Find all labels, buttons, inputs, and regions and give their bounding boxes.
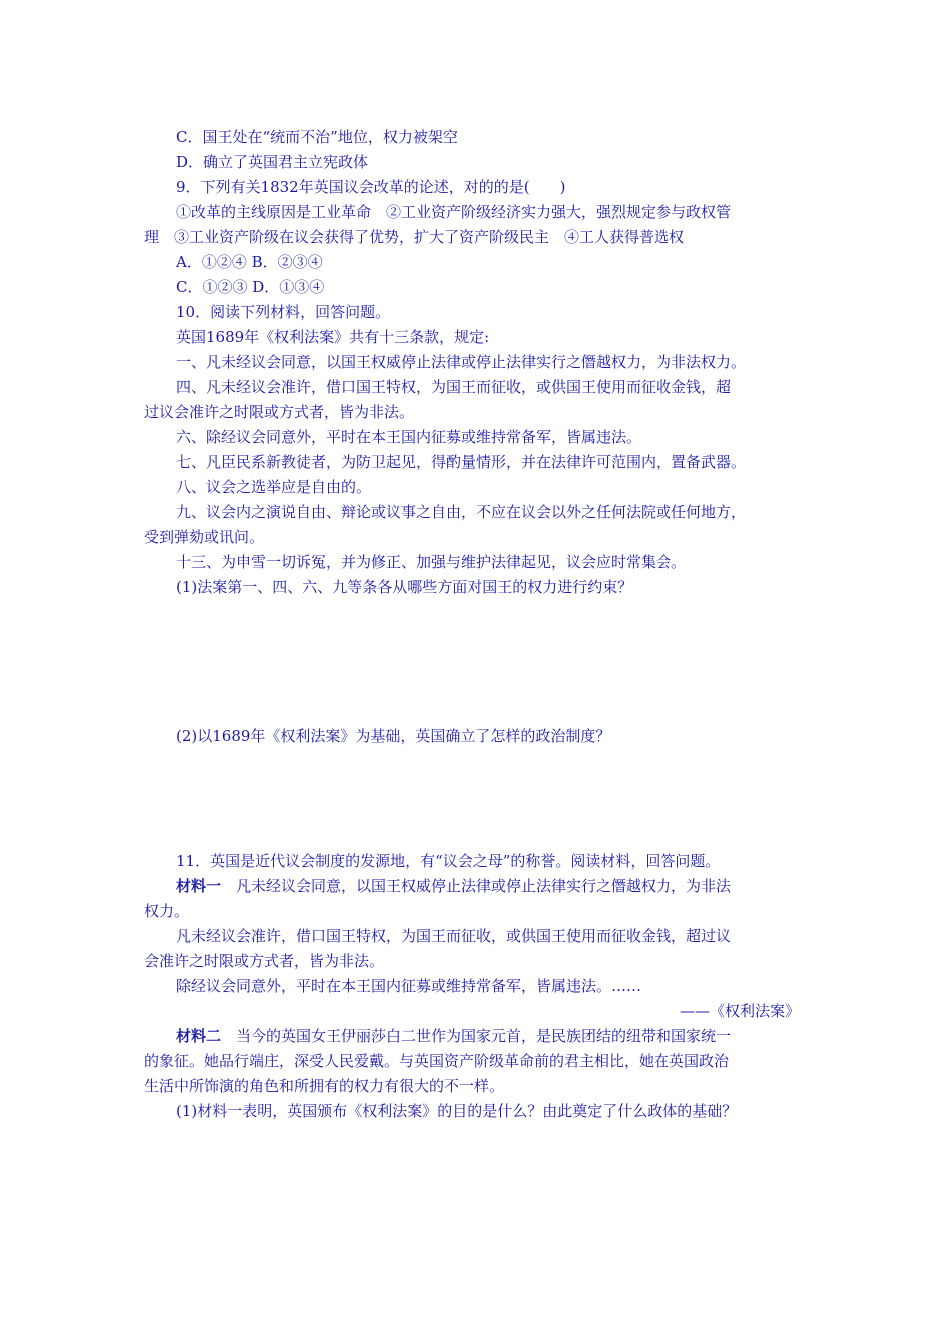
q10-clause-8: 八、议会之选举应是自由的。 — [176, 478, 372, 496]
q11-material-1-para: 除经议会同意外，平时在本王国内征募或维持常备军，皆属违法。…… — [176, 977, 642, 995]
q11-material-1-source: ——《权利法案》 — [679, 1002, 800, 1020]
q11-material-2-cont: 生活中所饰演的角色和所拥有的权力有很大的不一样。 — [144, 1077, 505, 1095]
q10-sub-question-2: (2)以1689年《权利法案》为基础，英国确立了怎样的政治制度？ — [176, 727, 611, 745]
q10-clause-13: 十三、为申雪一切诉冤，并为修正、加强与维护法律起见，议会应时常集会。 — [176, 553, 687, 571]
q10-clause-4-cont: 过议会准许之时限或方式者，皆为非法。 — [144, 403, 415, 421]
q10-clause-6: 六、除经议会同意外，平时在本王国内征募或维持常备军，皆属违法。 — [176, 428, 642, 446]
q11-material-1-cont: 权力。 — [144, 902, 190, 920]
q9-stem: 9．下列有关1832年英国议会改革的论述，对的的是( ) — [176, 178, 566, 196]
q10-clause-9-cont: 受到弹劾或讯问。 — [144, 528, 265, 546]
q10-intro: 英国1689年《权利法案》共有十三条款，规定: — [176, 328, 490, 346]
q11-material-2-cont: 的象征。她品行端庄，深受人民爱戴。与英国资产阶级革命前的君主相比，她在英国政治 — [144, 1052, 730, 1070]
q10-clause-7: 七、凡臣民系新教徒者，为防卫起见，得酌量情形，并在法律许可范围内，置备武器。 — [176, 453, 747, 471]
q10-clause-9: 九、议会内之演说自由、辩论或议事之自由，不应在议会以外之任何法院或任何地方， — [176, 503, 747, 521]
q10-clause-4: 四、凡未经议会准许，借口国王特权，为国王而征收，或供国王使用而征收金钱，超 — [176, 378, 732, 396]
q11-sub-question-1: (1)材料一表明，英国颁布《权利法案》的目的是什么？由此奠定了什么政体的基础？ — [176, 1102, 738, 1120]
q10-clause-1: 一、凡未经议会同意，以国王权威停止法律或停止法律实行之僭越权力，为非法权力。 — [176, 353, 747, 371]
material-2-text: 当今的英国女王伊丽莎白二世作为国家元首，是民族团结的纽带和国家统一 — [221, 1027, 732, 1045]
q11-material-1-para-cont: 会准许之时限或方式者，皆为非法。 — [144, 952, 385, 970]
q11-stem: 11．英国是近代议会制度的发源地，有“议会之母”的称誉。阅读材料，回答问题。 — [176, 852, 721, 870]
q8-option-d: D．确立了英国君主立宪政体 — [176, 153, 369, 171]
q9-items-line: ①改革的主线原因是工业革命 ②工业资产阶级经济实力强大，强烈规定参与政权管 — [176, 203, 732, 221]
q11-material-1-para: 凡未经议会准许，借口国王特权，为国王而征收，或供国王使用而征收金钱，超过议 — [176, 927, 732, 945]
q11-material-1 — [176, 876, 731, 896]
q10-stem: 10．阅读下列材料，回答问题。 — [176, 303, 391, 321]
material-2-label: 材料二 — [176, 1027, 222, 1045]
q10-sub-question-1: (1)法案第一、四、六、九等条各从哪些方面对国王的权力进行约束？ — [176, 578, 633, 596]
q9-options-ab: A．①②④ B．②③④ — [176, 253, 323, 271]
material-1-text: 凡未经议会同意，以国王权威停止法律或停止法律实行之僭越权力，为非法 — [221, 877, 732, 895]
q8-option-c: C．国王处在“统而不治”地位，权力被架空 — [176, 128, 458, 146]
q9-options-cd: C．①②③ D．①③④ — [176, 278, 325, 296]
material-1-label: 材料一 — [176, 877, 222, 895]
q9-items-line: 理 ③工业资产阶级在议会获得了优势，扩大了资产阶级民主 ④工人获得普选权 — [144, 228, 685, 246]
q11-material-2 — [176, 1026, 731, 1046]
